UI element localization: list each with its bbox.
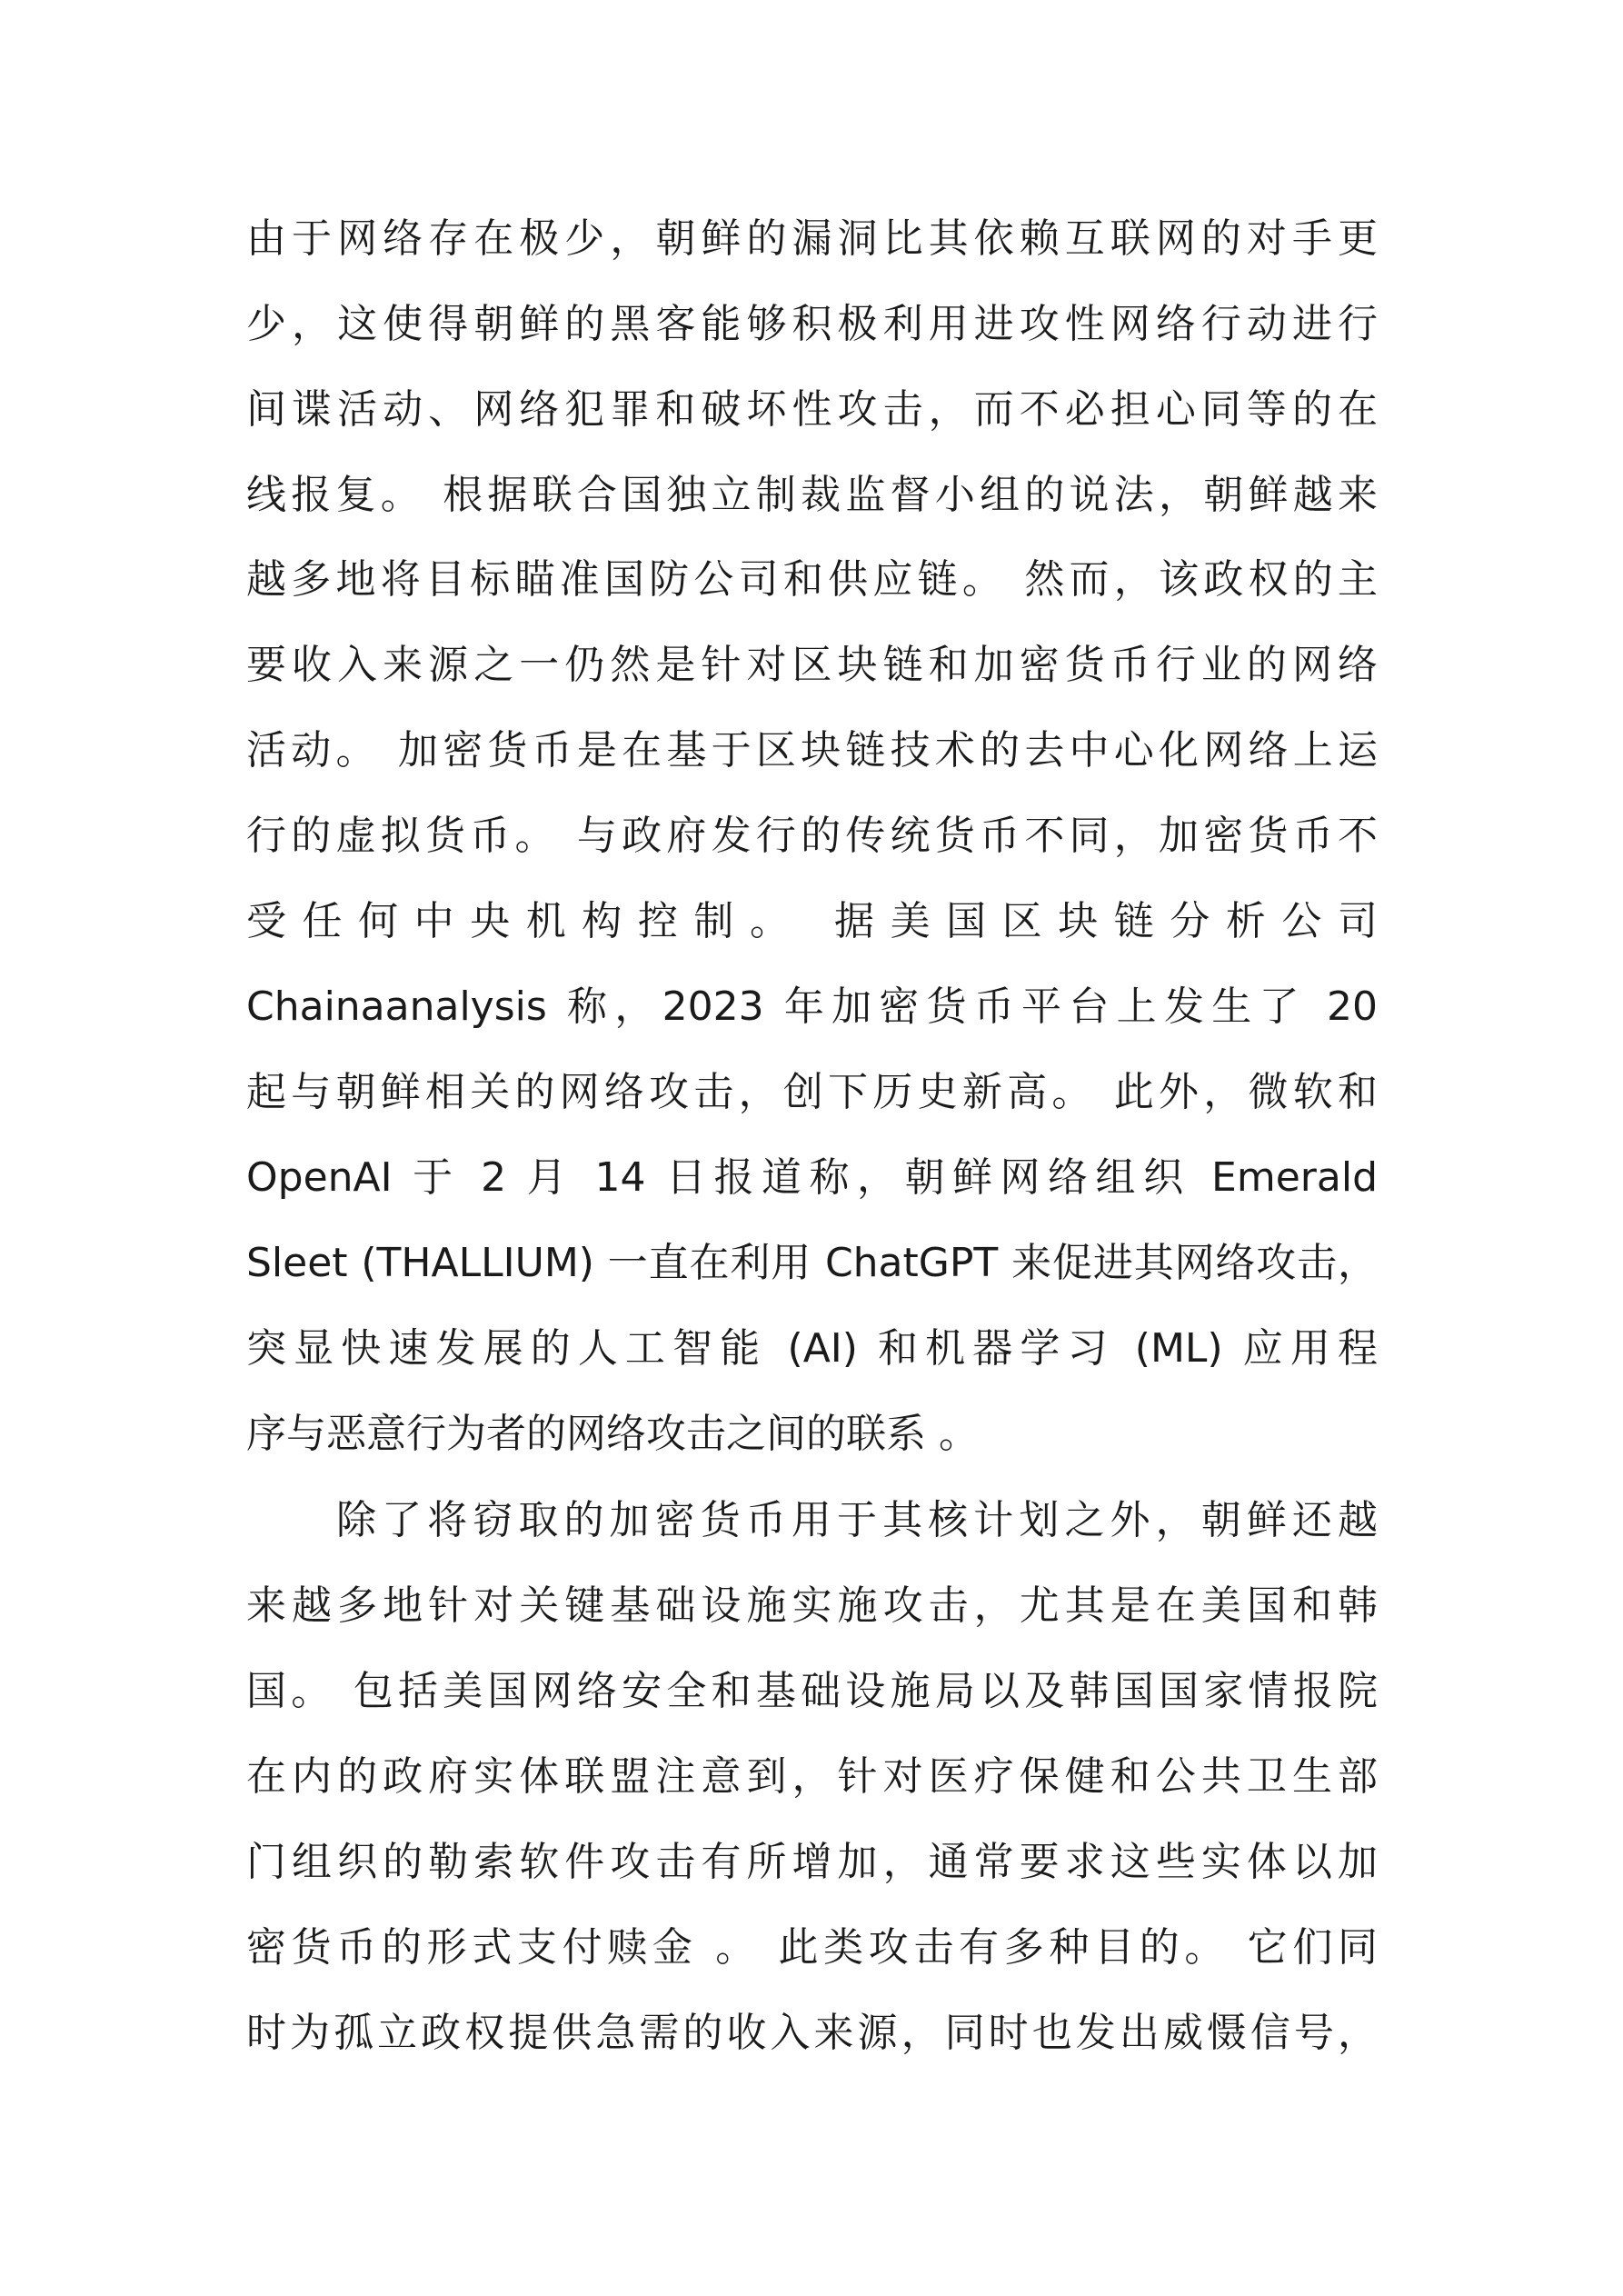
text-line: 国。 包括美国网络安全和基础设施局以及韩国国家情报院 xyxy=(246,1668,1378,1714)
text-line: 越多地将目标瞄准国防公司和供应链。 然而，该政权的主 xyxy=(246,556,1378,603)
text-line: 突显快速发展的人工智能 (AI) 和机器学习 (ML) 应用程 xyxy=(246,1325,1378,1372)
text-line: 活动。 加密货币是在基于区块链技术的去中心化网络上运 xyxy=(246,727,1378,774)
text-line: 来越多地针对关键基础设施实施攻击，尤其是在美国和韩 xyxy=(246,1582,1378,1629)
text-line: Sleet (THALLIUM) 一直在利用 ChatGPT 来促进其网络攻击， xyxy=(246,1240,1378,1286)
text-line: 由于网络存在极少，朝鲜的漏洞比其依赖互联网的对手更 xyxy=(246,215,1378,262)
text-line: 序与恶意行为者的网络攻击之间的联系 。 xyxy=(246,1411,979,1457)
text-line: 少，这使得朝鲜的黑客能够积极利用进攻性网络行动进行 xyxy=(246,301,1378,347)
text-line: Chainaanalysis 称，2023 年加密货币平台上发生了 20 xyxy=(246,983,1378,1030)
text-line: 时为孤立政权提供急需的收入来源，同时也发出威慑信号， xyxy=(246,2010,1378,2056)
text-line: 除了将窃取的加密货币用于其核计划之外，朝鲜还越 xyxy=(336,1497,1378,1543)
text-line: 在内的政府实体联盟注意到，针对医疗保健和公共卫生部 xyxy=(246,1753,1378,1800)
text-line: 门组织的勒索软件攻击有所增加，通常要求这些实体以加 xyxy=(246,1839,1378,1885)
text-line: 间谍活动、网络犯罪和破坏性攻击，而不必担心同等的在 xyxy=(246,386,1378,433)
text-line: 起与朝鲜相关的网络攻击，创下历史新高。 此外，微软和 xyxy=(246,1069,1378,1115)
text-line: 密货币的形式支付赎金 。 此类攻击有多种目的。 它们同 xyxy=(246,1924,1378,1971)
text-line: 线报复。 根据联合国独立制裁监督小组的说法，朝鲜越来 xyxy=(246,472,1378,518)
text-line: OpenAI 于 2 月 14 日报道称，朝鲜网络组织 Emerald xyxy=(246,1154,1378,1201)
text-line: 行的虚拟货币。 与政府发行的传统货币不同，加密货币不 xyxy=(246,813,1378,859)
text-line: 要收入来源之一仍然是针对区块链和加密货币行业的网络 xyxy=(246,642,1378,688)
text-line: 受任何中央机构控制。 据美国区块链分析公司 xyxy=(246,898,1378,944)
